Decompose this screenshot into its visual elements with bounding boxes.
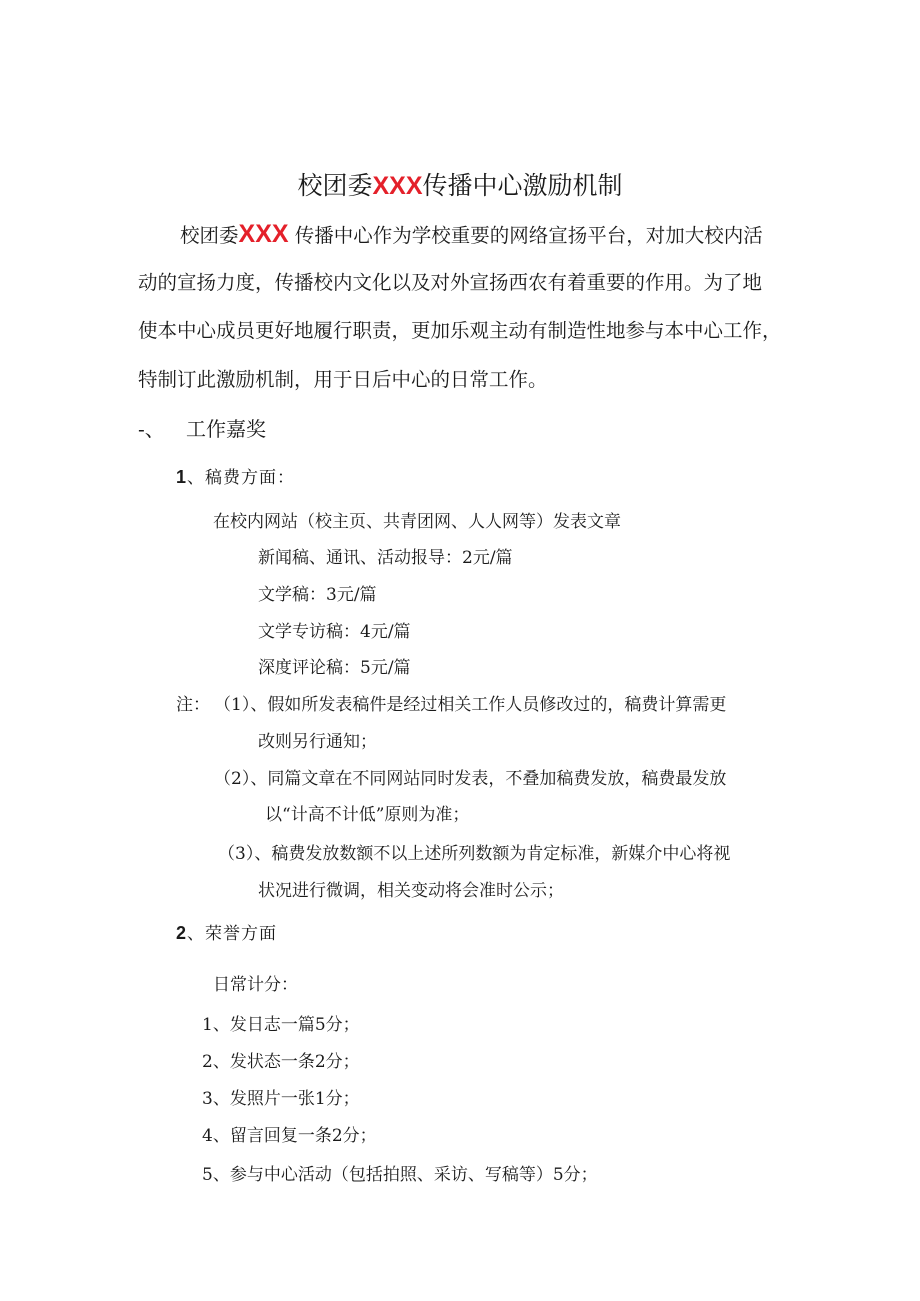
daily-item: 3、发照片一张1分；	[202, 1089, 360, 1109]
note-2-line-1: （2）、同篇文章在不同网站同时发表，不叠加稿费发放，稿费最发放	[214, 769, 727, 789]
note-2-line-2: 以“计高不计低”原则为准；	[265, 805, 470, 825]
intro-line-1-rest: 传播中心作为学校重要的网络宣扬平台，对加大校内活	[288, 224, 763, 247]
manuscript-item: 深度评论稿：5元/篇	[258, 658, 411, 678]
manuscript-lead: 在校内网站（校主页、共青团网、人人网等）发表文章	[213, 512, 621, 532]
manuscript-item: 文学专访稿：4元/篇	[258, 622, 411, 642]
daily-item: 4、留言回复一条2分；	[202, 1126, 377, 1146]
daily-item: 1、发日志一篇5分；	[202, 1015, 360, 1035]
intro-line-4: 特制订此激励机制，用于日后中心的日常工作。	[138, 368, 548, 391]
note-3-line-1: （3）、稿费发放数额不以上述所列数额为肯定标准，新媒介中心将视	[218, 844, 731, 864]
title-suffix: 传播中心激励机制	[422, 171, 623, 200]
subsection-2-number: 2	[176, 923, 188, 943]
manuscript-item: 文学稿：3元/篇	[258, 585, 377, 605]
intro-prefix: 校团委	[180, 224, 239, 247]
intro-line-2: 动的宣扬力度，传播校内文化以及对外宣扬西农有着重要的作用。为了地	[138, 271, 763, 294]
subsection-2-title: 、荣誉方面	[187, 924, 278, 944]
section-1-number: -、	[138, 417, 165, 441]
note-1-line-1: （1）、假如所发表稿件是经过相关工作人员修改过的，稿费计算需更	[214, 695, 727, 715]
subsection-1-title: 、稿费方面：	[187, 468, 296, 488]
note-1-line-2: 改则另行通知；	[258, 732, 377, 752]
title-prefix: 校团委	[297, 171, 373, 200]
subsection-2-heading	[176, 920, 277, 947]
daily-item: 2、发状态一条2分；	[202, 1052, 360, 1072]
section-1-title: 工作嘉奖	[186, 417, 266, 441]
daily-lead: 日常计分：	[213, 975, 298, 995]
intro-line-3: 使本中心成员更好地履行职责，更加乐观主动有制造性地参与本中心工作，	[138, 319, 782, 342]
note-3-line-2: 状况进行微调，相关变动将会准时公示；	[258, 881, 564, 901]
subsection-1-number: 1	[176, 467, 188, 487]
subsection-1-heading	[176, 464, 295, 491]
notes-label: 注：	[176, 695, 210, 715]
title-placeholder: XXX	[372, 172, 423, 200]
page-title	[0, 166, 920, 206]
intro-placeholder: XXX	[238, 220, 289, 248]
daily-item: 5、参与中心活动（包括拍照、采访、写稿等）5分；	[202, 1165, 598, 1185]
manuscript-item: 新闻稿、通讯、活动报导：2元/篇	[258, 548, 513, 568]
intro-line-1	[180, 220, 763, 250]
